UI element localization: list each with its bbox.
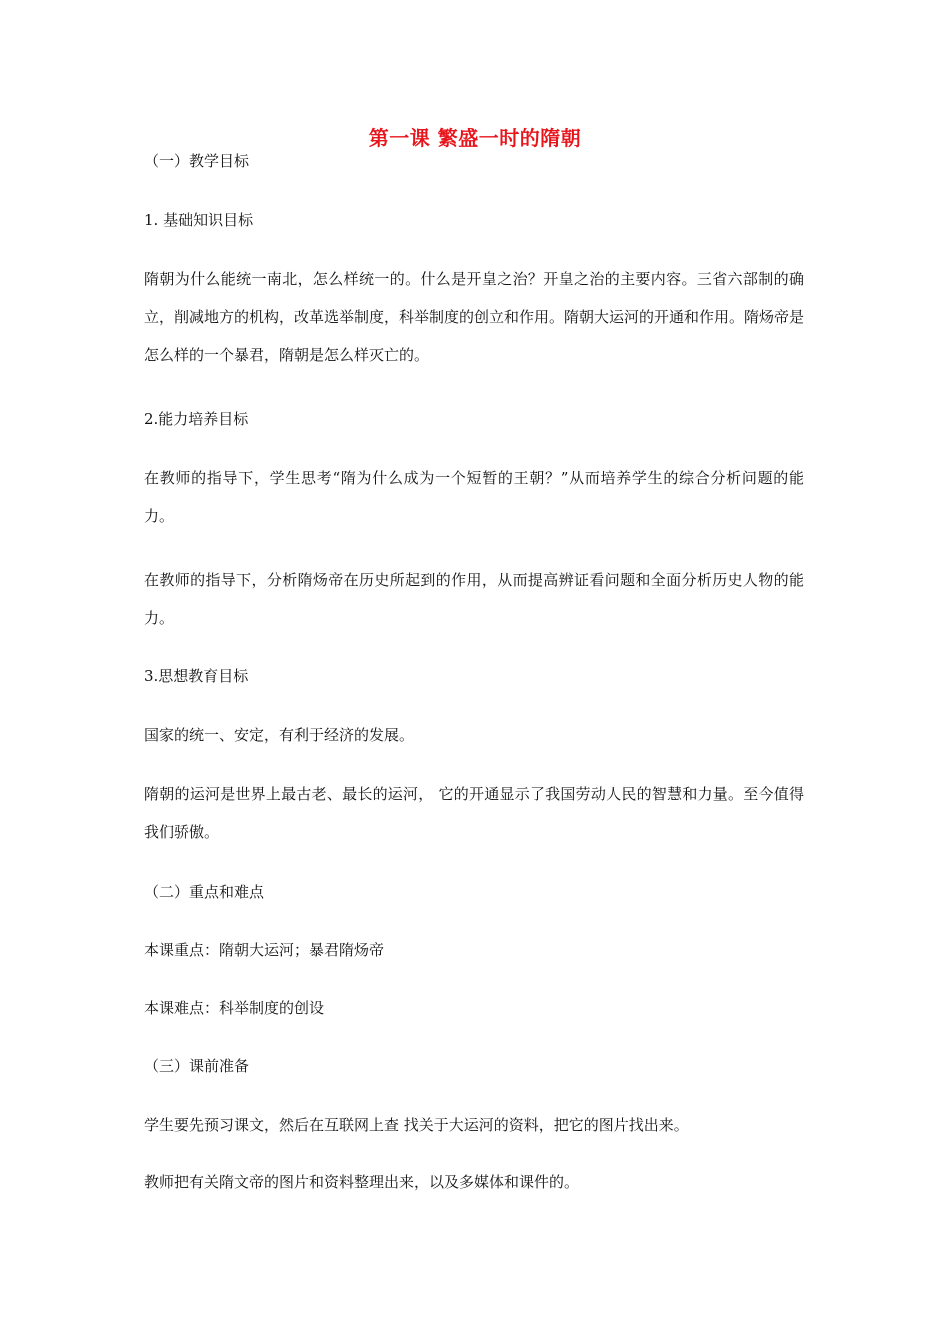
subheading-basic-knowledge: 1. 基础知识目标 [144,211,254,229]
subheading-ideology: 3.思想教育目标 [144,667,249,685]
paragraph-difficult-point: 本课难点：科举制度的创设 [144,999,325,1017]
paragraph-ideology-2: 隋朝的运河是世界上最古老、最长的运河， 它的开通显示了我国劳动人民的智慧和力量。至今值得我们骄傲。 [144,785,804,841]
section-heading-objectives: （一）教学目标 [144,152,250,170]
paragraph-key-point: 本课重点：隋朝大运河；暴君隋炀帝 [144,941,385,959]
paragraph-teacher-preparation: 教师把有关隋文帝的图片和资料整理出来，以及多媒体和课件的。 [144,1173,580,1191]
section-heading-preparation: （三）课前准备 [144,1057,250,1075]
paragraph-basic-knowledge: 隋朝为什么能统一南北，怎么样统一的。什么是开皇之治？开皇之治的主要内容。三省六部制的确立，削减地方的机构，改革选举制度，科举制度的创立和作用。隋朝大运河的开通和作用。隋炀帝是怎么样的一个暴君，隋朝是怎么样灭亡的。 [144,270,805,364]
paragraph-student-preparation: 学生要先预习课文，然后在互联网上查 找关于大运河的资料，把它的图片找出来。 [144,1116,689,1134]
document-title: 第一课 繁盛一时的隋朝 [368,126,582,150]
paragraph-ideology-1: 国家的统一、安定，有利于经济的发展。 [144,726,415,744]
section-heading-key-points: （二）重点和难点 [144,883,265,901]
paragraph-ability-1: 在教师的指导下，学生思考“隋为什么成为一个短暂的王朝？”从而培养学生的综合分析问题的能力。 [144,469,804,525]
subheading-ability: 2.能力培养目标 [144,410,249,428]
paragraph-ability-2: 在教师的指导下，分析隋炀帝在历史所起到的作用，从而提高辨证看问题和全面分析历史人物的能力。 [144,571,804,627]
